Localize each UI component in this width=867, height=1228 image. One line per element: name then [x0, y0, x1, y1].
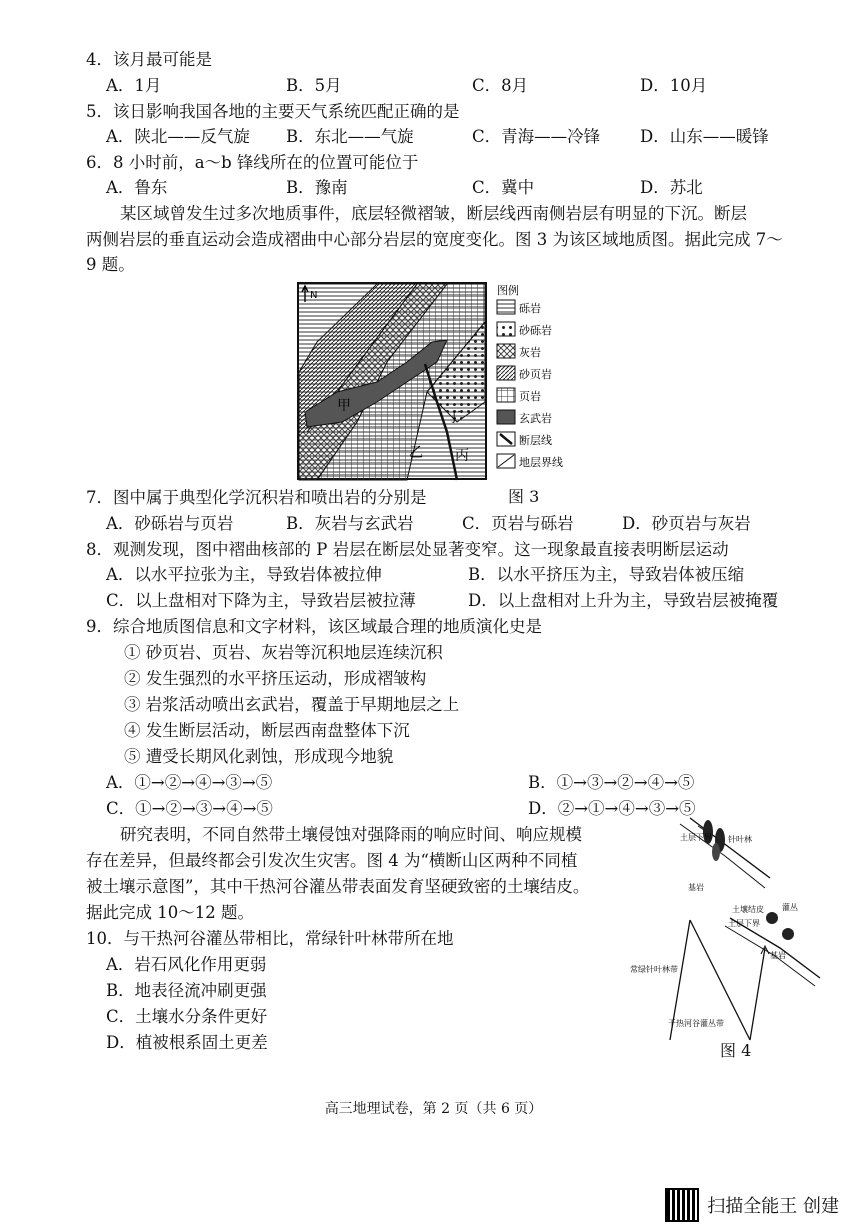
q6-option-a: A．鲁东: [106, 178, 168, 197]
legend-item: 页岩: [519, 390, 541, 403]
legend-item: 砾岩: [519, 302, 541, 315]
legend-title: 图例: [497, 284, 519, 297]
passage2-line1: 某区域曾发生过多次地质事件，底层轻微褶皱，断层线西南侧岩层有明显的下沉。断层: [120, 204, 747, 223]
passage2-line2: 两侧岩层的垂直运动会造成褶曲中心部分岩层的宽度变化。图 3 为该区域地质图。据此完成 7～: [86, 230, 783, 249]
q9-event: ③ 岩浆活动喷出玄武岩，覆盖于早期地层之上: [124, 695, 460, 714]
scanner-watermark-text: 扫描全能王 创建: [707, 1196, 839, 1217]
figure-3-caption: 图 3: [508, 487, 540, 506]
q8-option-d: D．以上盘相对上升为主，导致岩层被掩覆: [468, 591, 779, 610]
q8-option-c: C．以上盘相对下降为主，导致岩层被拉薄: [106, 591, 416, 610]
fig4-label: 土壤结皮: [732, 905, 764, 914]
q5-option-a: A．陕北——反气旋: [106, 127, 250, 146]
legend-item: 灰岩: [519, 346, 541, 359]
qr-code-icon: [665, 1188, 699, 1222]
fig4-label: 土层下界: [728, 919, 760, 928]
scanner-watermark: [665, 1188, 839, 1222]
passage3-line4: 据此完成 10～12 题。: [86, 903, 254, 922]
fig4-label: 基岩: [688, 883, 704, 892]
q7-option-a: A．砂砾岩与页岩: [106, 514, 234, 533]
page-footer: 高三地理试卷，第 2 页（共 6 页）: [324, 1101, 543, 1117]
fig4-label: 干热河谷灌丛带: [668, 1019, 724, 1028]
q10-option-c: C．土壤水分条件更好: [106, 1007, 268, 1026]
passage3-line3: 被土壤示意图”，其中干热河谷灌丛带表面发育坚硬致密的土壤结皮。: [86, 877, 590, 896]
q6-option-d: D．苏北: [640, 178, 703, 197]
q10-option-a: A．岩石风化作用更弱: [106, 955, 267, 974]
legend-item: 玄武岩: [519, 412, 552, 425]
q9-event: ① 砂页岩、页岩、灰岩等沉积地层连续沉积: [124, 643, 443, 662]
fig4-label: 基岩: [770, 951, 786, 960]
q8-option-b: B．以水平挤压为主，导致岩体被压缩: [468, 565, 745, 584]
legend-item: 砂页岩: [519, 368, 552, 381]
q9-option-d: D．②→①→④→③→⑤: [528, 799, 696, 818]
q5-option-b: B．东北——气旋: [286, 127, 414, 146]
label-bing: 丙: [455, 448, 469, 464]
legend-item: 砂砾岩: [519, 324, 552, 337]
q9-stem: 9．综合地质图信息和文字材料，该区域最合理的地质演化史是: [86, 617, 542, 636]
passage2-line3: 9 题。: [86, 255, 135, 274]
legend-item: 地层界线: [519, 456, 563, 469]
passage3-line1: 研究表明，不同自然带土壤侵蚀对强降雨的响应时间、响应规模: [120, 825, 582, 844]
label-jia: 甲: [337, 398, 351, 414]
q6-option-b: B．豫南: [286, 178, 348, 197]
conifer-tree-icon: [712, 843, 720, 861]
fig4-label: 灌丛: [782, 903, 798, 912]
fig4-label: 常绿针叶林带: [630, 965, 678, 974]
q7-stem: 7．图中属于典型化学沉积岩和喷出岩的分别是: [86, 488, 427, 507]
q6-option-c: C．冀中: [472, 178, 535, 197]
q7-option-d: D．砂页岩与灰岩: [622, 514, 751, 533]
q5-stem: 5．该日影响我国各地的主要天气系统匹配正确的是: [86, 102, 460, 121]
q10-stem: 10．与干热河谷灌丛带相比，常绿针叶林带所在地: [86, 929, 454, 948]
figure-4-caption: 图 4: [720, 1041, 752, 1060]
label-ding: 丁: [447, 410, 461, 426]
q6-stem: 6．8 小时前，a～b 锋线所在的位置可能位于: [86, 153, 419, 172]
fig4-label: 针叶林: [728, 835, 752, 844]
figure-3-geologic-map: [297, 282, 597, 482]
label-yi: 乙: [409, 445, 423, 461]
figure-4-vegetation-soil-diagram: [620, 808, 835, 1043]
q4-option-b: B．5月: [286, 76, 342, 95]
q4-stem: 4．该月最可能是: [86, 50, 212, 69]
q9-event: ② 发生强烈的水平挤压运动，形成褶皱构: [124, 669, 427, 688]
legend-item: 断层线: [519, 434, 552, 447]
q5-option-c: C．青海——冷锋: [472, 127, 601, 146]
q4-option-a: A．1月: [106, 76, 162, 95]
q9-option-c: C．①→②→③→④→⑤: [106, 799, 273, 818]
passage3-line2: 存在差异，但最终都会引发次生灾害。图 4 为“横断山区两种不同植: [86, 851, 578, 870]
q8-stem: 8．观测发现，图中褶曲核部的 P 岩层在断层处显著变窄。这一现象最直接表明断层运动: [86, 540, 729, 559]
shrub-icon: [766, 912, 778, 924]
q7-option-b: B．灰岩与玄武岩: [286, 514, 414, 533]
q4-option-c: C．8月: [472, 76, 529, 95]
q9-option-b: B．①→③→②→④→⑤: [528, 773, 695, 792]
q10-option-b: B．地表径流冲刷更强: [106, 981, 267, 1000]
fig4-label: 土层下界: [680, 833, 712, 842]
q9-option-a: A．①→②→④→③→⑤: [106, 773, 273, 792]
north-label: N: [310, 290, 318, 301]
q8-option-a: A．以水平拉张为主，导致岩体被拉伸: [106, 565, 382, 584]
q9-event: ④ 发生断层活动，断层西南盘整体下沉: [124, 721, 410, 740]
q5-option-d: D．山东——暖锋: [640, 127, 769, 146]
shrub-icon: [782, 928, 794, 940]
q7-option-c: C．页岩与砾岩: [462, 514, 574, 533]
q10-option-d: D．植被根系固土更差: [106, 1033, 268, 1052]
q9-event: ⑤ 遭受长期风化剥蚀，形成现今地貌: [124, 747, 394, 766]
q4-option-d: D．10月: [640, 76, 708, 95]
